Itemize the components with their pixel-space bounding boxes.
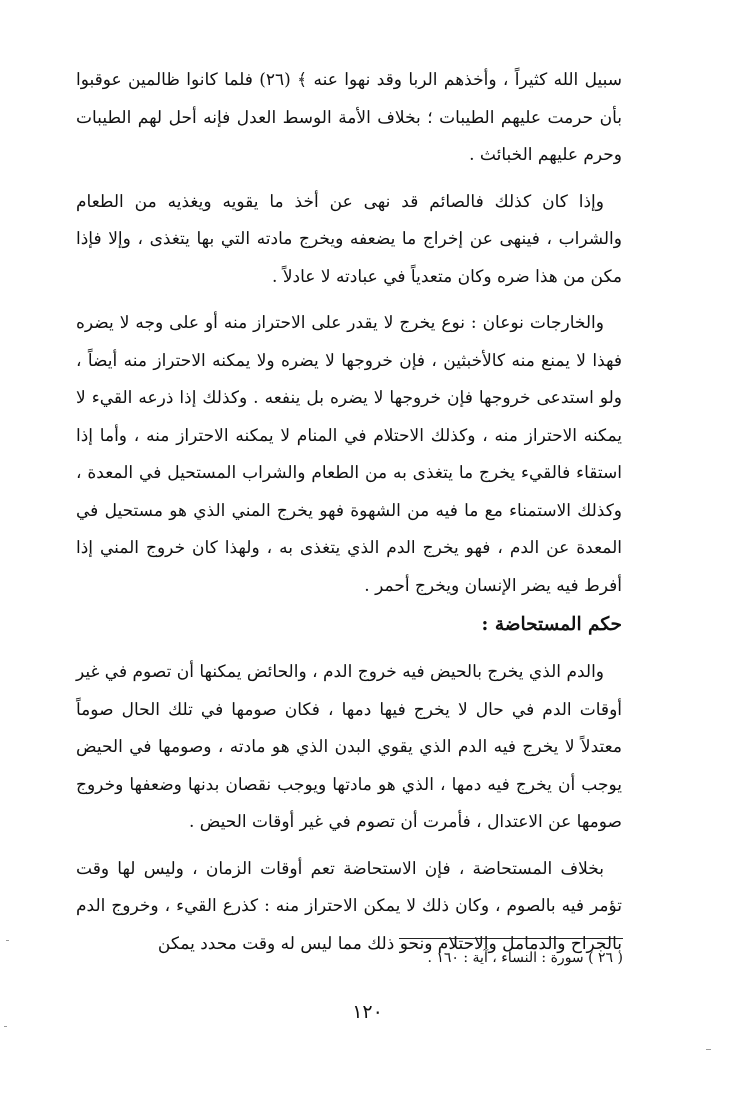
section-heading: حكم المستحاضة : [481, 614, 622, 635]
footnote: ( ٢٦ ) سورة : النساء ، آية : ١٦٠ . [427, 950, 623, 966]
page-body [76, 62, 622, 972]
scan-speck [6, 940, 9, 941]
scan-speck [4, 1026, 7, 1027]
paragraph-5: بخلاف المستحاضة ، فإن الاستحاضة تعم أوقات الزمان ، وليس لها وقت تؤمر فيه بالصوم ، وكان ذلك لا يمكن الاحتراز منه : كذرع القيء ، وخروج الدم بالجراح والدمامل والاحتلام ونحو ذلك مما ليس له وقت محدد يمكن [76, 858, 622, 954]
scan-speck [706, 1049, 711, 1050]
paragraph-4: والدم الذي يخرج بالحيض فيه خروج الدم ، والحائض يمكنها أن تصوم في غير أوقات الدم في حال لا يخرج فيها دمها ، فكان صومها في تلك الحال صوماً معتدلاً لا يخرج فيه الدم الذي يقوي البدن الذي هو مادته ، وصومها في الحيض يوجب أن يخرج فيه دمها ، الذي هو مادتها ويوجب نقصان بدنها وضعفها وخروج صومها عن الاعتدال ، فأمرت أن تصوم في غير أوقات الحيض . [76, 662, 622, 832]
paragraph-3: والخارجات نوعان : نوع يخرج لا يقدر على الاحتراز منه أو على وجه لا يضره فهذا لا يمنع منه كالأخبثين ، فإن خروجها لا يضره ولا يمكنه الاحتراز منه أيضاً ، ولو استدعى خروجها فإن خروجها لا يضره بل ينفعه . وكذلك إذا ذرعه القيء لا يمكنه الاحتراز منه ، وكذلك الاحتلام في المنام لا يمكنه الاحتراز منه ، وأما إذا استقاء فالقيء يخرج ما يتغذى به من الطعام والشراب المستحيل في المعدة ، وكذلك الاستمناء مع ما فيه من الشهوة فهو يخرج المني الذي هو مستحيل في المعدة عن الدم ، فهو يخرج الدم الذي يتغذى به ، ولهذا كان خروج المني إذا أفرط فيه يضر الإنسان ويخرج أحمر . [76, 313, 622, 596]
page-number: ١٢٠ [352, 1001, 383, 1023]
footnote-divider [399, 938, 623, 939]
paragraph-1: سبيل الله كثيراً ، وأخذهم الربا وقد نهوا عنه ﴾ (٢٦) فلما كانوا ظالمين عوقبوا بأن حرمت عليهم الطيبات ؛ بخلاف الأمة الوسط العدل فإنه أحل لهم الطيبات وحرم عليهم الخبائث . [76, 70, 623, 165]
paragraph-2: وإذا كان كذلك فالصائم قد نهى عن أخذ ما يقويه ويغذيه من الطعام والشراب ، فينهى عن إخراج ما يضعفه ويخرج مادته التي بها يتغذى ، وإلا فإذا مكن من هذا ضره وكان متعدياً في عبادته لا عادلاً . [76, 191, 622, 287]
